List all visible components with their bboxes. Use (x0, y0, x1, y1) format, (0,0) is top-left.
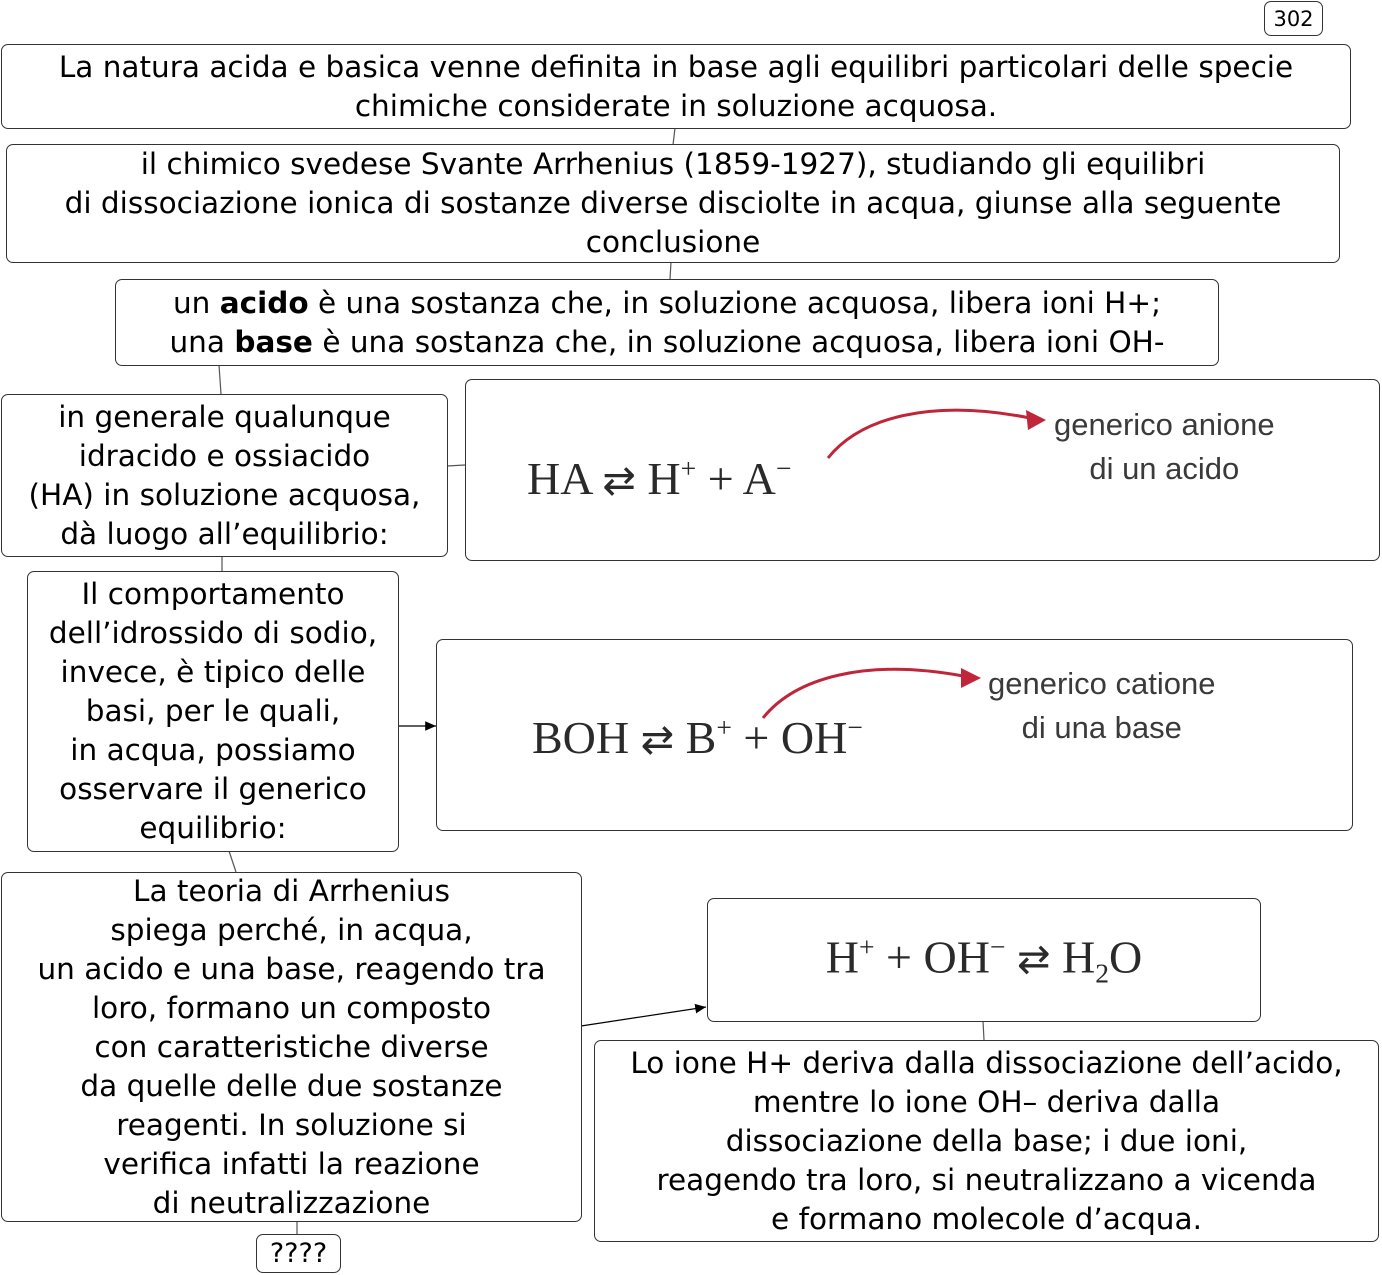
intro-line: chimiche considerate in soluzione acquosa. (354, 88, 998, 123)
neutralization-equation: H+ + OH− ⇄ $H_2O$ (825, 931, 1143, 989)
ions-node (594, 1040, 1379, 1242)
theory-node (1, 872, 582, 1222)
acid-annotation-arrow (820, 398, 1060, 468)
base-behavior-line: Il comportamento (81, 577, 345, 611)
acid-general-node (1, 394, 448, 557)
base-term: base (234, 324, 313, 359)
acid-term: acido (219, 285, 309, 320)
acid-general-line: in generale qualunque (58, 399, 391, 434)
theory-line: loro, formano un composto (91, 990, 492, 1025)
acid-general-line: (HA) in soluzione acquosa, (28, 477, 421, 512)
link-intro-arrhenius (673, 128, 675, 145)
link-neutralization-ions (983, 1021, 984, 1040)
page-number: 302 (1273, 6, 1314, 31)
base-behavior-line: dell’idrossido di sodio, (48, 616, 378, 650)
theory-line: con caratteristiche diverse (94, 1029, 489, 1064)
base-behavior-line: equilibrio: (139, 811, 287, 845)
neutralization-node (707, 898, 1261, 1022)
definition-line-acid: un acido è una sostanza che, in soluzione acquosa, libera ioni H+; (172, 285, 1162, 320)
question-node (256, 1234, 341, 1273)
link-acid-eq (447, 465, 465, 466)
link-definition-acid (219, 365, 221, 394)
link-theory-neutralization (581, 1007, 706, 1026)
base-annotation: generico catione di una base (988, 666, 1216, 745)
definition-node (115, 279, 1219, 366)
arrhenius-line: il chimico svedese Svante Arrhenius (1859-1927), studiando gli equilibri (140, 147, 1206, 181)
link-base-theory (229, 851, 236, 872)
page-number-badge (1264, 1, 1323, 36)
base-behavior-line: in acqua, possiamo (70, 733, 356, 767)
link-arrhenius-definition (670, 262, 671, 279)
ions-line: e formano molecole d’acqua. (771, 1201, 1202, 1236)
theory-line: spiega perché, in acqua, (110, 912, 473, 947)
base-behavior-line: basi, per le quali, (85, 694, 341, 728)
base-behavior-line: osservare il generico (59, 772, 367, 806)
base-equation: BOH ⇄ B+ + OH− (532, 711, 863, 763)
intro-node (1, 44, 1351, 129)
theory-line: La teoria di Arrhenius (133, 873, 450, 908)
theory-line: di neutralizzazione (152, 1185, 431, 1220)
ions-line: reagendo tra loro, si neutralizzano a vicenda (656, 1162, 1317, 1197)
base-annotation-arrow (755, 658, 995, 728)
ions-line: dissociazione della base; i due ioni, (725, 1123, 1248, 1158)
ions-line: Lo ione H+ deriva dalla dissociazione dell’acido, (630, 1045, 1343, 1080)
question-text: ???? (269, 1238, 328, 1269)
acid-general-line: idracido e ossiacido (78, 438, 371, 473)
acid-equation: HA ⇄ H+ + A− (527, 452, 792, 504)
acid-annotation: generico anione di un acido (1054, 407, 1275, 486)
ions-line: mentre lo ione OH– deriva dalla (752, 1084, 1221, 1119)
theory-line: un acido e una base, reagendo tra (37, 951, 546, 986)
base-behavior-line: invece, è tipico delle (60, 655, 366, 689)
theory-line: verifica infatti la reazione (103, 1146, 480, 1181)
intro-line: La natura acida e basica venne definita in base agli equilibri particolari delle specie (58, 49, 1294, 84)
acid-general-line: dà luogo all’equilibrio: (60, 516, 389, 551)
arrhenius-node (6, 144, 1340, 263)
theory-line: reagenti. In soluzione si (116, 1107, 467, 1142)
base-behavior-node (27, 571, 399, 852)
arrhenius-line: conclusione (585, 225, 761, 259)
definition-line-base: una base è una sostanza che, in soluzione acquosa, libera ioni OH- (169, 324, 1165, 359)
theory-line: da quelle delle due sostanze (80, 1068, 503, 1103)
arrhenius-line: di dissociazione ionica di sostanze diverse disciolte in acqua, giunse alla seguente (64, 186, 1282, 220)
